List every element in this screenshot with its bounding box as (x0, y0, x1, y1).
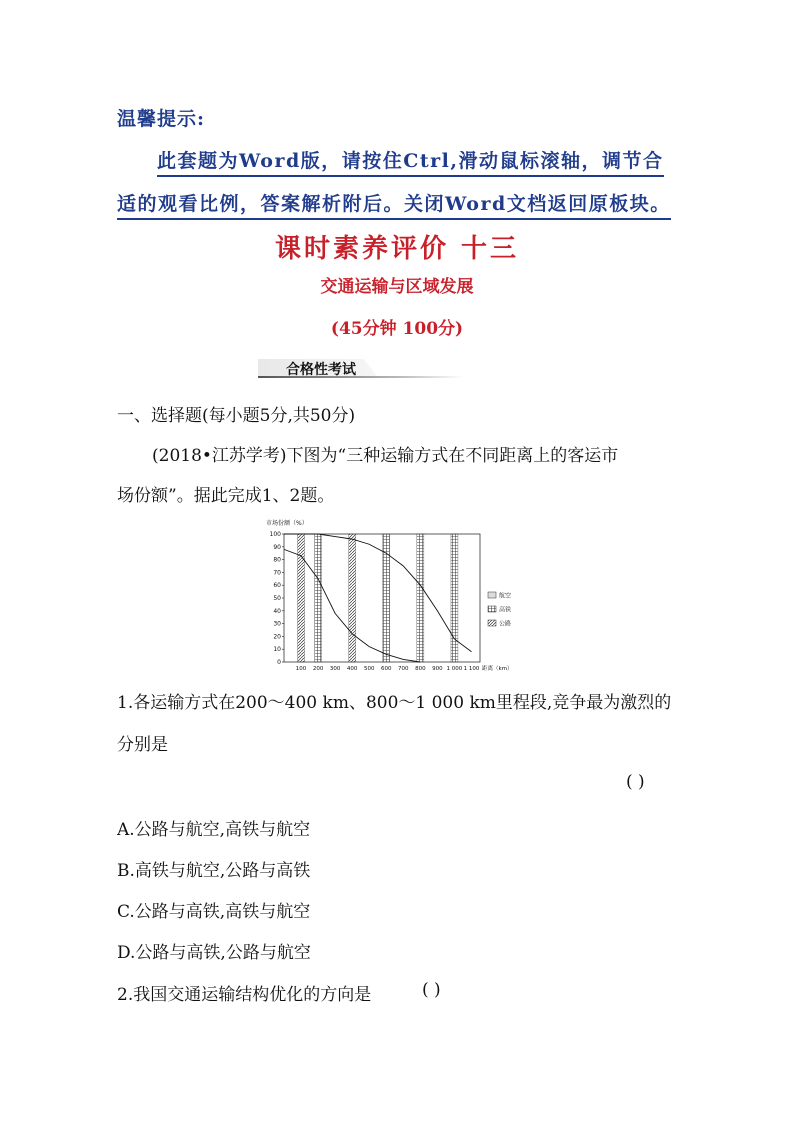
plot-frame (284, 534, 480, 662)
chart-svg (262, 514, 513, 674)
q1-option-d[interactable]: D.公路与高铁,公路与航空 (117, 943, 311, 963)
q1-option-a[interactable]: A.公路与航空,高铁与航空 (117, 820, 311, 840)
q1-option-c[interactable]: C.公路与高铁,高铁与航空 (117, 902, 311, 922)
x-tick-label: 600 (381, 666, 392, 672)
q1-option-b[interactable]: B.高铁与航空,公路与高铁 (117, 861, 311, 881)
chart-band-band-100 (298, 534, 305, 662)
part1-heading: 一、选择题(每小题5分,共50分) (117, 406, 356, 426)
y-tick-label: 30 (273, 620, 281, 628)
y-tick-label: 70 (273, 569, 281, 577)
legend-swatch (488, 592, 496, 598)
tip-line-1: 此套题为Word版，请按住Ctrl,滑动鼠标滚轴，调节合 (157, 146, 664, 177)
page-subtitle: 交通运输与区域发展 (320, 277, 474, 297)
legend-label: 高铁 (499, 606, 512, 614)
y-tick-label: 50 (273, 595, 281, 602)
tip-title: 温馨提示: (117, 108, 206, 130)
legend-label: 航空 (499, 592, 512, 600)
y-tick-label: 0 (277, 659, 281, 666)
y-tick-label: 20 (273, 633, 281, 641)
q1-answer-paren: ( ) (626, 772, 645, 792)
q2-answer-paren: ( ) (422, 980, 441, 1000)
y-tick-label: 100 (269, 531, 281, 538)
chart-band-band-1000 (451, 534, 458, 662)
y-tick-label: 10 (273, 646, 281, 654)
time-score: (45分钟 100分) (330, 319, 464, 339)
x-tick-label: 300 (329, 666, 341, 672)
page-title: 课时素养评价 十三 (274, 234, 520, 264)
tip-line-2: 适的观看比例，答案解析附后。关闭Word文档返回原板块。 (117, 189, 671, 220)
x-tick-label: 200 (312, 666, 324, 672)
y-axis-label: 市场份额（%） (266, 520, 308, 527)
x-axis-label: 距离（km） (482, 666, 513, 672)
legend-label: 公路 (499, 620, 512, 628)
q2-stem: 2.我国交通运输结构优化的方向是 (117, 985, 372, 1005)
x-tick-label: 500 (363, 666, 375, 672)
x-tick-label: 900 (432, 666, 443, 672)
x-tick-label: 100 (295, 666, 307, 672)
x-tick-label: 800 (415, 666, 426, 672)
x-tick-label: 1 100 (463, 666, 480, 672)
x-tick-label: 1 000 (446, 666, 463, 672)
x-tick-label: 700 (398, 666, 409, 672)
market-share-chart (262, 514, 513, 674)
y-tick-label: 60 (273, 582, 281, 590)
chart-band-band-800 (417, 534, 424, 662)
q1-stem-line-2: 分别是 (117, 735, 168, 755)
y-tick-label: 90 (273, 543, 281, 551)
y-tick-label: 80 (273, 556, 281, 564)
series-line-hsr (284, 534, 471, 652)
intro-line-2: 场份额”。据此完成1、2题。 (117, 486, 335, 506)
legend-swatch (488, 620, 496, 626)
x-tick-label: 400 (346, 666, 358, 672)
chart-band-band-400 (349, 534, 356, 662)
intro-line-1: (2018•江苏学考)下图为“三种运输方式在不同距离上的客运市 (152, 446, 619, 466)
section-tag-label: 合格性考试 (286, 362, 356, 378)
y-tick-label: 40 (273, 607, 281, 615)
legend-swatch (488, 606, 496, 612)
q1-stem-line-1: 1.各运输方式在200～400 km、800～1 000 km里程段,竞争最为激烈的 (117, 693, 672, 713)
chart-band-band-200 (315, 534, 322, 662)
section-tag (258, 359, 468, 379)
